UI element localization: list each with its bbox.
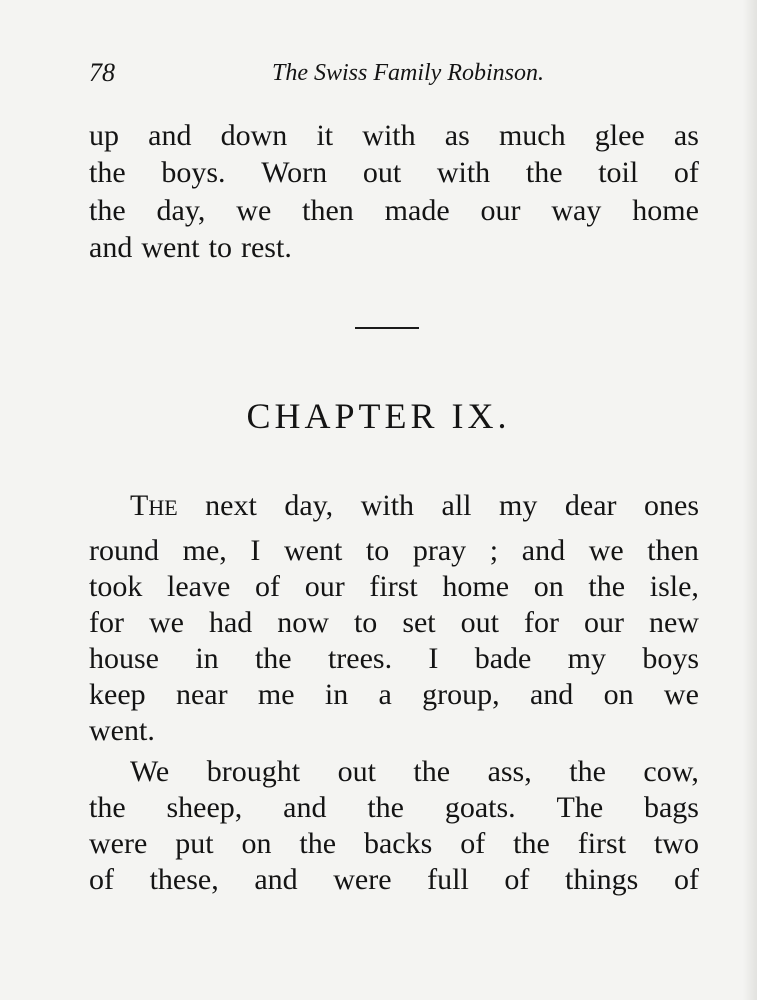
- text-line: [89, 826, 699, 862]
- word: had: [208, 606, 253, 639]
- word: were: [333, 863, 392, 896]
- word: went: [141, 231, 200, 264]
- word: brought: [206, 755, 301, 788]
- word: and: [148, 119, 192, 152]
- drop-words: [130, 488, 178, 526]
- word: of: [255, 570, 280, 603]
- text-line: [89, 533, 699, 569]
- word: Worn: [261, 156, 328, 189]
- word: rest.: [241, 231, 292, 264]
- word: the: [299, 827, 337, 860]
- word: the: [525, 156, 563, 189]
- text-line: [89, 155, 699, 191]
- word: and: [283, 791, 327, 824]
- chapter-heading: CHAPTER IX.: [246, 396, 511, 436]
- word: went: [283, 534, 343, 567]
- word: all: [441, 489, 472, 522]
- text-line: [89, 230, 699, 266]
- word: near: [175, 678, 228, 711]
- word: me: [257, 678, 295, 711]
- word: round: [89, 534, 159, 567]
- word: and: [529, 678, 574, 711]
- word: of: [673, 863, 699, 896]
- text-line: [89, 193, 699, 229]
- small-caps-initial: T: [130, 489, 149, 522]
- word: the: [89, 791, 126, 824]
- word: much: [498, 119, 566, 152]
- text-line: [89, 713, 699, 749]
- word: and: [254, 863, 298, 896]
- section-divider-rule: [355, 327, 419, 329]
- word: bade: [474, 642, 532, 675]
- word: on: [603, 678, 634, 711]
- word: the: [413, 755, 451, 788]
- word: home: [442, 570, 510, 603]
- word: pray: [412, 534, 467, 567]
- small-caps-rest: HE: [148, 495, 178, 520]
- word: out: [362, 156, 402, 189]
- word: of: [89, 863, 114, 896]
- word: my: [567, 642, 606, 675]
- word: put: [175, 827, 214, 860]
- word: next: [205, 489, 257, 522]
- word: on: [241, 827, 272, 860]
- word: the: [254, 642, 292, 675]
- word: of: [504, 863, 530, 896]
- word: backs: [363, 827, 433, 860]
- word: the: [367, 791, 404, 824]
- word: the: [513, 827, 550, 860]
- word: to: [365, 534, 390, 567]
- word: down: [220, 119, 288, 152]
- word: toil: [598, 156, 639, 189]
- word: goats.: [444, 791, 516, 824]
- text-line-first: [130, 488, 699, 526]
- text-line: [89, 605, 699, 641]
- word: the: [89, 156, 126, 189]
- word: two: [653, 827, 699, 860]
- word: my: [499, 489, 538, 522]
- word: and: [521, 534, 566, 567]
- word: cow,: [643, 755, 699, 788]
- word: me,: [182, 534, 227, 567]
- word: up: [89, 119, 119, 152]
- word: in: [195, 642, 219, 675]
- text-line: [89, 641, 699, 677]
- page-header: [89, 58, 697, 92]
- word: We: [130, 755, 170, 788]
- text-line: [89, 118, 699, 154]
- word: as: [673, 119, 699, 152]
- word: home: [632, 194, 699, 227]
- word: ass,: [487, 755, 532, 788]
- word: full: [427, 863, 469, 896]
- word: a: [378, 678, 392, 711]
- word: the: [569, 755, 606, 788]
- word: dear: [564, 489, 617, 522]
- word: leave: [167, 570, 231, 603]
- word: bags: [643, 791, 699, 824]
- word: with: [360, 489, 415, 522]
- word: day,: [284, 489, 334, 522]
- word: sheep,: [166, 791, 243, 824]
- word: new: [648, 606, 699, 639]
- word: on: [533, 570, 564, 603]
- word: we: [148, 606, 184, 639]
- word: out: [460, 606, 499, 639]
- word: our: [480, 194, 521, 227]
- word: ;: [489, 534, 499, 567]
- word: it: [316, 119, 334, 152]
- word: our: [583, 606, 624, 639]
- text-line: [89, 569, 699, 605]
- word: in: [324, 678, 349, 711]
- word: way: [551, 194, 602, 227]
- word: for: [523, 606, 559, 639]
- page-number: 78: [89, 58, 115, 87]
- word: we: [588, 534, 624, 567]
- word: ones: [644, 489, 699, 522]
- word: isle,: [649, 570, 699, 603]
- word: for: [89, 606, 124, 639]
- word: our: [304, 570, 345, 603]
- word: things: [565, 863, 639, 896]
- word: to: [208, 231, 232, 264]
- text-line: [89, 862, 699, 898]
- word: boys: [642, 642, 699, 675]
- word: boys.: [161, 156, 226, 189]
- word: The: [556, 791, 604, 824]
- word: we: [236, 194, 272, 227]
- word: then: [302, 194, 354, 227]
- word: first: [577, 827, 627, 860]
- word: out: [337, 755, 376, 788]
- word: made: [384, 194, 450, 227]
- word: the: [89, 194, 126, 227]
- word: to: [353, 606, 378, 639]
- word: I: [428, 642, 439, 675]
- word: set: [402, 606, 436, 639]
- word: keep: [89, 678, 146, 711]
- word: glee: [594, 119, 645, 152]
- word: of: [460, 827, 486, 860]
- word: these,: [149, 863, 219, 896]
- text-line: [89, 790, 699, 826]
- word: we: [663, 678, 699, 711]
- word: as: [444, 119, 470, 152]
- word: with: [362, 119, 416, 152]
- word: then: [647, 534, 699, 567]
- word: with: [436, 156, 491, 189]
- word: now: [277, 606, 329, 639]
- text-line: [89, 677, 699, 713]
- word: day,: [156, 194, 206, 227]
- page-edge-shadow: [743, 0, 757, 1000]
- word: the: [588, 570, 626, 603]
- running-title: The Swiss Family Robinson.: [271, 60, 544, 86]
- word: of: [673, 156, 699, 189]
- word: group,: [422, 678, 500, 711]
- word: trees.: [327, 642, 393, 675]
- word: first: [369, 570, 418, 603]
- word: house: [89, 642, 159, 675]
- word: and: [89, 231, 133, 264]
- text-line: [130, 754, 699, 790]
- word: took: [89, 570, 143, 603]
- word: went.: [89, 714, 155, 747]
- word: I: [250, 534, 261, 567]
- word: were: [89, 827, 148, 860]
